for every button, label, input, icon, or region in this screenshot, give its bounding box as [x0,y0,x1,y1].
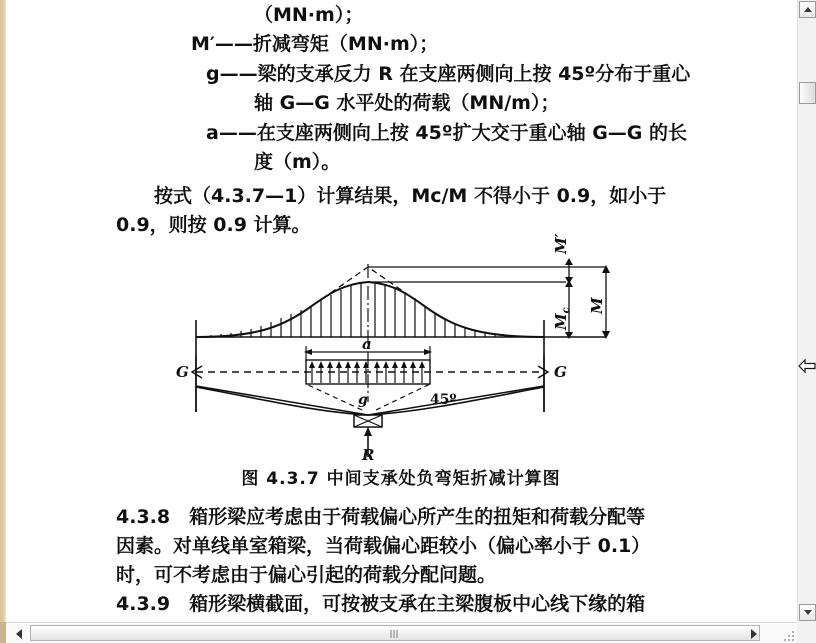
definition-line-mn-m: （MN·m）； [254,4,364,26]
scroll-up-button[interactable] [799,1,816,18]
definition-line-a: a——在支座两侧向上按 45º扩大交于重心轴 G—G 的长 [206,122,688,144]
definition-line-g: g——梁的支承反力 R 在支座两侧向上按 45º分布于重心 [206,63,691,85]
body-line-439-1: 4.3.9 箱形梁横截面，可按被支承在主梁腹板中心线下缘的箱 [116,593,646,615]
label-G-right: G [554,363,567,381]
scroll-down-button[interactable] [799,604,816,621]
document-page[interactable] [6,0,797,620]
label-M-prime: M′ [552,233,570,254]
label-Mc: $M_c$ [552,307,572,330]
triangle-right-icon [751,629,757,639]
label-R: R [362,446,375,464]
moment-curve [196,282,544,337]
figure-4-3-7 [6,233,797,464]
label-45-degrees: 45º [430,392,457,408]
vertical-scrollbar-thumb[interactable] [799,82,816,104]
marker-G-right [538,366,548,378]
paragraph-line-formula-result-cont: 0.9，则按 0.9 计算。 [116,214,311,236]
beam-soffit-lower [196,387,544,415]
vertical-scrollbar[interactable] [797,0,816,622]
body-line-438-2: 因素。对单线单室箱梁，当荷载偏心距较小（偏心率小于 0.1） [116,535,651,557]
definition-line-a-cont: 度（m）。 [254,151,341,173]
document-page-content [6,0,797,620]
window-resize-grip[interactable] [779,626,795,642]
scrollbar-corner [797,622,816,643]
body-line-438-3: 时，可不考虑由于偏心引起的荷载分配问题。 [116,564,497,586]
label-a: a [362,335,372,353]
label-G-left: G [176,363,189,381]
figure-diagram-svg [6,233,797,464]
horizontal-scrollbar-thumb[interactable] [30,625,760,641]
body-line-438-1: 4.3.8 箱形梁应考虑由于荷载偏心所产生的扭矩和荷载分配等 [116,506,646,528]
definition-line-g-cont: 轴 G—G 水平处的荷载（MN/m）； [254,92,560,114]
scroll-right-button[interactable] [746,626,761,641]
mouse-cursor-left-arrow [798,358,816,374]
label-M: M [588,297,606,314]
triangle-left-icon [16,629,22,639]
scroll-left-button[interactable] [11,626,26,641]
triangle-down-icon [804,610,812,615]
definition-line-reduced-moment: M′——折减弯矩（MN·m）； [191,33,439,55]
horizontal-scrollbar[interactable] [6,622,797,643]
figure-caption: 图 4.3.7 中间支承处负弯矩折减计算图 [241,469,561,489]
paragraph-line-formula-result: 按式（4.3.7—1）计算结果，Mc/M 不得小于 0.9，如小于 [154,185,667,207]
label-g: g [358,392,368,408]
scrollbar-grip-icon [391,630,400,638]
triangle-up-icon [804,7,812,12]
